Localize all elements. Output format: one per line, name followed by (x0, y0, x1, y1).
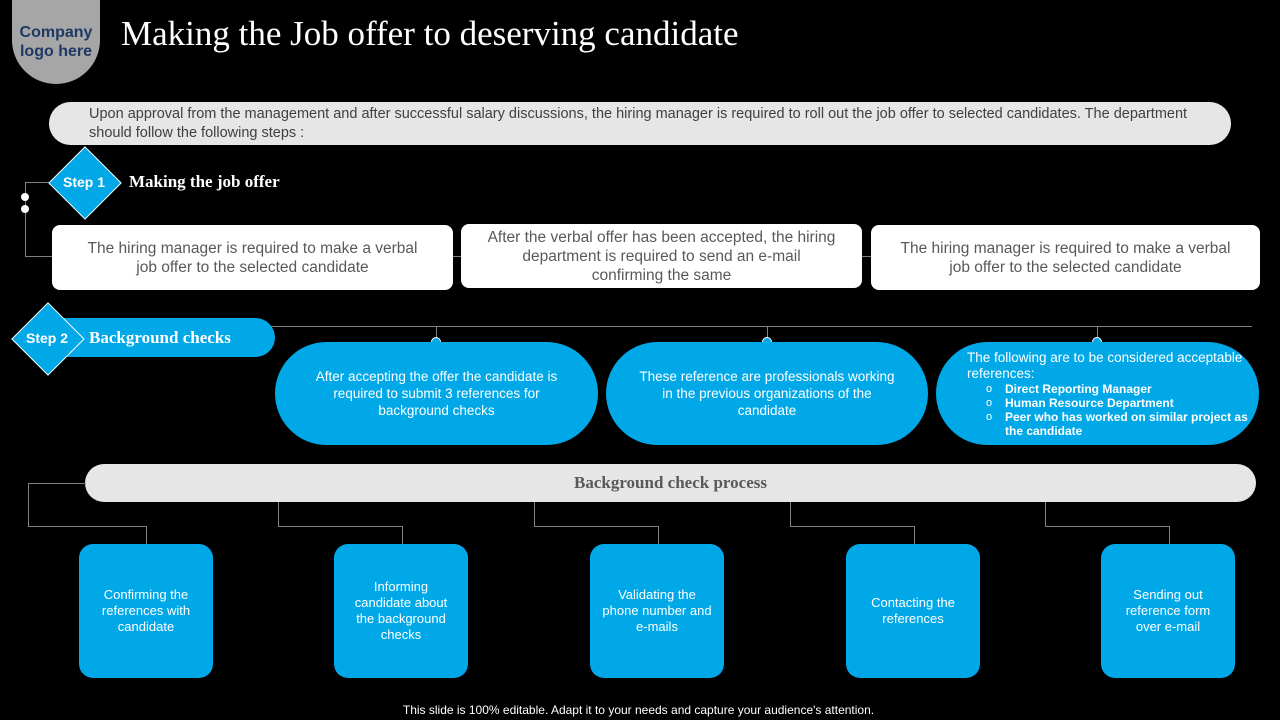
process-step-5: Sending out reference form over e-mail (1101, 544, 1235, 678)
process-step-2: Informing candidate about the background checks (334, 544, 468, 678)
process-connector (146, 526, 147, 544)
list-item: o Peer who has worked on similar project as the candidate (1005, 410, 1249, 438)
step2-card-2: These reference are professionals working in the previous organizations of the candidate (606, 342, 928, 445)
step2-title: Background checks (89, 327, 231, 347)
list-item: o Direct Reporting Manager (1005, 382, 1249, 396)
process-connector (1045, 502, 1046, 526)
process-step-3: Validating the phone number and e-mails (590, 544, 724, 678)
step1-badge: Step 1 (62, 174, 105, 190)
references-intro: The following are to be considered acceptable references: (967, 349, 1243, 381)
process-step-4: Contacting the references (846, 544, 980, 678)
connector-dot (21, 205, 29, 213)
process-connector (1045, 526, 1169, 527)
process-connector (790, 502, 791, 526)
process-connector (914, 526, 915, 544)
process-connector (28, 526, 146, 527)
step2-label (52, 318, 275, 357)
process-connector (28, 483, 86, 484)
step1-card-3: The hiring manager is required to make a verbal job offer to the selected candidate (871, 225, 1260, 290)
process-connector (1169, 526, 1170, 544)
process-connector (402, 526, 403, 544)
step1-card-1: The hiring manager is required to make a verbal job offer to the selected candidate (52, 225, 453, 290)
process-connector (658, 526, 659, 544)
process-step-1: Confirming the references with candidate (79, 544, 213, 678)
logo-text: Company logo here (19, 24, 93, 60)
connector-dot (21, 193, 29, 201)
step2-card-3 (936, 342, 1259, 445)
step2-badge: Step 2 (25, 330, 68, 346)
list-item: o Human Resource Department (1005, 396, 1249, 410)
step1-title: Making the job offer (129, 172, 280, 191)
process-connector (534, 502, 535, 526)
process-connector (278, 502, 279, 526)
footer-note: This slide is 100% editable. Adapt it to your needs and capture your audience's attention. (402, 703, 875, 717)
process-connector (278, 526, 402, 527)
process-connector (28, 483, 29, 526)
company-logo (12, 0, 100, 84)
page-title: Making the Job offer to deserving candidate (121, 14, 739, 53)
process-title: Background check process (85, 464, 1256, 502)
process-connector (534, 526, 658, 527)
process-connector (790, 526, 914, 527)
step1-card-2: After the verbal offer has been accepted, the hiring department is required to send an e-mail confirming the same (461, 224, 862, 288)
step2-card-1: After accepting the offer the candidate is required to submit 3 references for background checks (275, 342, 598, 445)
step2-connector (270, 326, 1252, 327)
intro-text: Upon approval from the management and after successful salary discussions, the hiring manager is required to roll out the job offer to selected candidates. The department should follow the following steps : (49, 102, 1231, 145)
references-list (967, 382, 1249, 438)
